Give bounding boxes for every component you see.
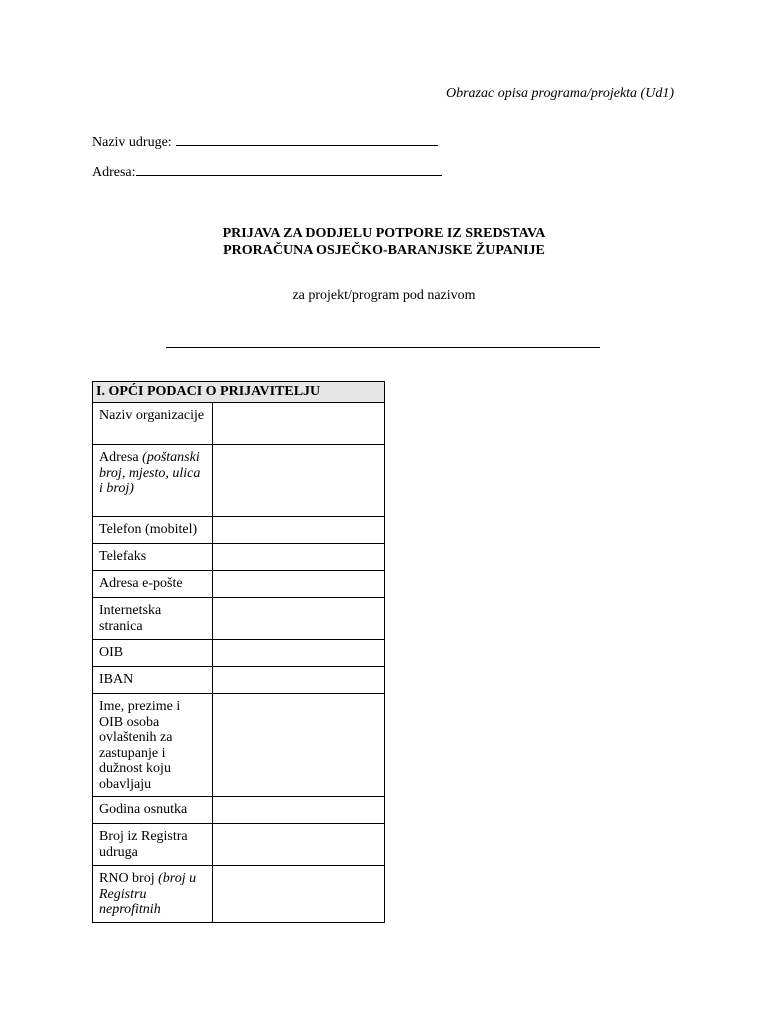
- row-label-e-posta: Adresa e-pošte: [93, 571, 213, 598]
- table-row: [93, 571, 385, 598]
- table-row: [93, 517, 385, 544]
- table-row: [93, 866, 385, 923]
- row-label-ovlastene-osobe: Ime, prezime i OIB osoba ovlaštenih za zastupanje i dužnost koju obavljaju: [93, 694, 213, 797]
- row-label-telefaks: Telefaks: [93, 544, 213, 571]
- table-heading: I. OPĆI PODACI O PRIJAVITELJU: [93, 382, 385, 403]
- table-row: [93, 694, 385, 797]
- table-row: [93, 797, 385, 824]
- row-value-iban[interactable]: [212, 667, 384, 694]
- table-row: [93, 667, 385, 694]
- row-label-godina-osnutka: Godina osnutka: [93, 797, 213, 824]
- applicant-info-table: [92, 381, 385, 923]
- form-code: Obrazac opisa programa/projekta (Ud1): [445, 86, 674, 101]
- table-row: [93, 640, 385, 667]
- row-label-telefon: Telefon (mobitel): [93, 517, 213, 544]
- naziv-udruge-label: Naziv udruge:: [92, 135, 172, 150]
- row-note-rno-broj: (broj u Registru neprofitnih: [99, 871, 197, 917]
- row-label-iban: IBAN: [93, 667, 213, 694]
- row-note-adresa: (poštanski broj, mjesto, ulica i broj): [99, 450, 201, 496]
- row-value-registar-udruga[interactable]: [212, 824, 384, 866]
- adresa-label: Adresa:: [92, 165, 136, 180]
- row-value-godina-osnutka[interactable]: [212, 797, 384, 824]
- row-value-e-posta[interactable]: [212, 571, 384, 598]
- table-row: [93, 544, 385, 571]
- project-name-blank[interactable]: [166, 347, 600, 348]
- row-label-rno-broj: RNO broj (broj u Registru neprofitnih: [93, 866, 213, 923]
- row-label-internetska-stranica: Internetska stranica: [93, 598, 213, 640]
- naziv-udruge-blank[interactable]: [176, 132, 438, 146]
- row-label-oib: OIB: [93, 640, 213, 667]
- row-value-internetska-stranica[interactable]: [212, 598, 384, 640]
- title-line-1: PRIJAVA ZA DODJELU POTPORE IZ SREDSTAVA: [222, 226, 546, 241]
- document-subtitle: za projekt/program pod nazivom: [292, 288, 476, 303]
- row-label-adresa: Adresa (poštanski broj, mjesto, ulica i broj): [93, 445, 213, 517]
- naziv-udruge-field: [92, 132, 438, 151]
- document-title: [0, 225, 768, 259]
- table-heading-row: [93, 382, 385, 403]
- adresa-field: [92, 162, 442, 181]
- row-value-adresa[interactable]: [212, 445, 384, 517]
- row-value-ovlastene-osobe[interactable]: [212, 694, 384, 797]
- row-label-registar-udruga: Broj iz Registra udruga: [93, 824, 213, 866]
- row-value-rno-broj[interactable]: [212, 866, 384, 923]
- row-label-naziv-organizacije: Naziv organizacije: [93, 403, 213, 445]
- row-value-telefon[interactable]: [212, 517, 384, 544]
- row-value-telefaks[interactable]: [212, 544, 384, 571]
- title-line-2: PRORAČUNA OSJEČKO-BARANJSKE ŽUPANIJE: [223, 243, 545, 258]
- adresa-blank[interactable]: [136, 162, 442, 176]
- table-row: [93, 445, 385, 517]
- table-row: [93, 824, 385, 866]
- table-row: [93, 598, 385, 640]
- row-value-naziv-organizacije[interactable]: [212, 403, 384, 445]
- table-row: [93, 403, 385, 445]
- row-value-oib[interactable]: [212, 640, 384, 667]
